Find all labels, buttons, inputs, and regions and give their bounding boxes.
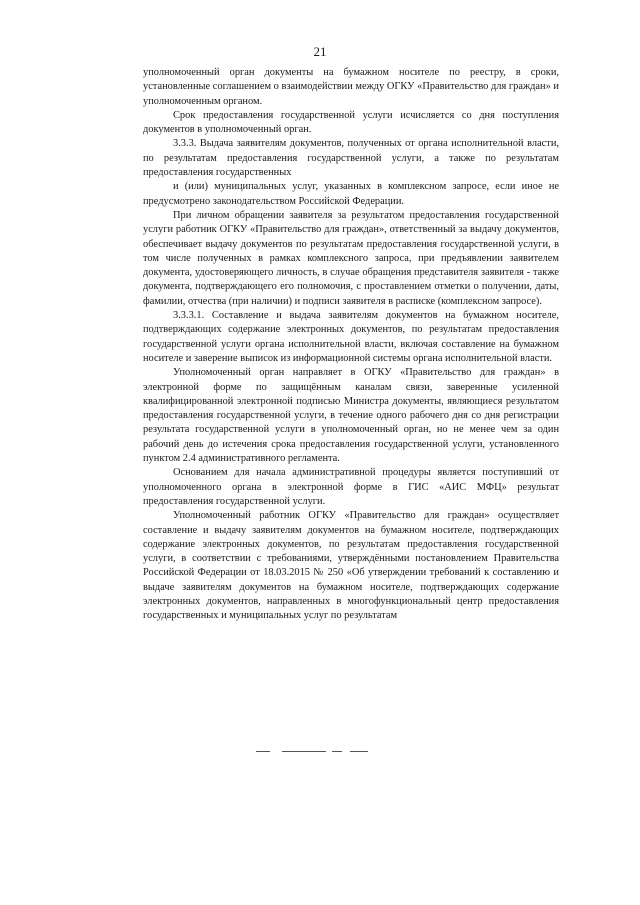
paragraph: 3.3.3. Выдача заявителям документов, полученных от органа исполнительной власти, по результатам предоставления государственной услуги, а также по результатам предоставления государственных — [143, 138, 559, 179]
document-body — [143, 66, 559, 624]
paragraph: Срок предоставления государственной услуги исчисляется со дня поступления документов в уполномоченный орган. — [143, 109, 559, 136]
paragraph: Основанием для начала административной процедуры является поступивший от уполномоченного органа в электронной форме в ГИС «АИС МФЦ» результат предоставления государственной услуги. — [143, 467, 559, 507]
paragraph: Уполномоченный работник ОГКУ «Правительство для граждан» осуществляет составление и выдачу заявителям документов на бумажном носителе, подтверждающих содержание электронных документов, по результатам предоставления государственной услуги, в соответствии с требованиями, утверждёнными постановлением Правительства Российской Федерации от 18.03.2015 № 250 «Об утверждении требований к составлению и выдаче заявителям документов на бумажном носителе, подтверждающих содержание электронных документов, направленных в многофункциональный центр предоставления государственных и муниципальных услуг по результатам — [143, 510, 559, 622]
paragraph: 3.3.3.1. Составление и выдача заявителям документов на бумажном носителе, подтверждающих содержание электронных документов, по результатам предоставления государственной услуги органа исполнительной власти, включая составление на бумажном носителе и заверение выписок из информационной системы органа исполнительной власти. — [143, 310, 559, 364]
paragraph: уполномоченный орган документы на бумажном носителе по реестру, в сроки, установленные соглашением о взаимодействии между ОГКУ «Правительство для граждан» и уполномоченным органом. — [143, 67, 559, 107]
paragraph: При личном обращении заявителя за результатом предоставления государственной услуги работник ОГКУ «Правительство для граждан», ответственный за выдачу документов, обеспечивает выдачу документов по результатам предоставления государственной услуги, в том числе полученных в рамках комплексного запроса, при предъявлении заявителем документа, удостоверяющего личность, в случае обращения представителя заявителя - также документа, подтверждающего его полномочия, с проставлением отметки о получении, даты, фамилии, отчества (при наличии) и подписи заявителя в расписке (комплексном запросе). — [143, 209, 559, 307]
page-number: 21 — [313, 44, 327, 59]
paragraph: и (или) муниципальных услуг, указанных в комплексном запросе, если иное не предусмотрено законодательством Российской Федерации. — [143, 181, 559, 207]
paragraph: Уполномоченный орган направляет в ОГКУ «Правительство для граждан» в электронной форме по защищённым каналам связи, заверенные усиленной квалифицированной электронной подписью Министра документы, являющиеся результатом предоставления государственной услуги, в течение одного рабочего дня со дня регистрации результата государственной услуги в уполномоченный орган, но не менее чем за один рабочий день до истечения срока предоставления государственной услуги, установленного пунктом 2.4 административного регламента. — [143, 367, 559, 465]
scan-artifact-line — [256, 751, 376, 753]
